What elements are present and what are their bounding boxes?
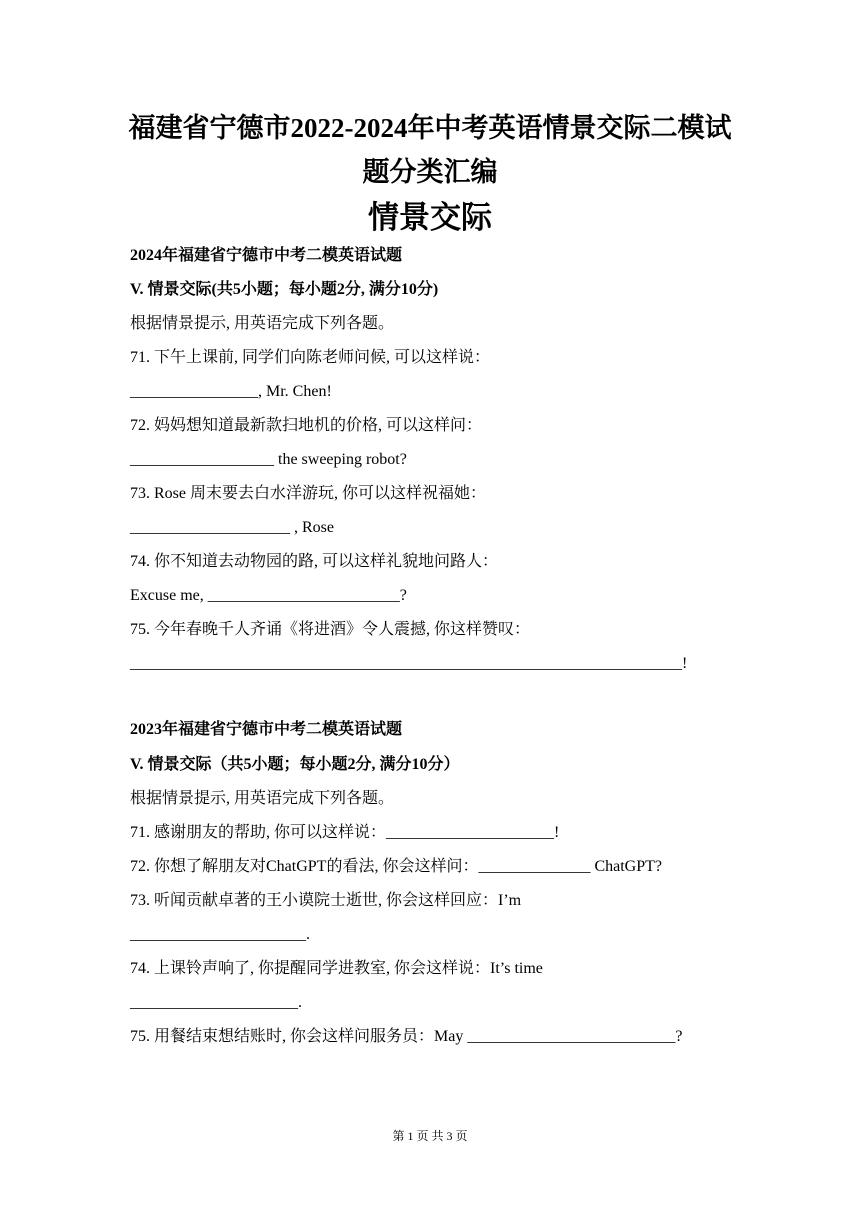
answer-line: ______________________. — [130, 926, 310, 943]
question-line: 72. 妈妈想知道最新款扫地机的价格, 可以这样问： — [130, 417, 483, 434]
answer-line: __________________ the sweeping robot? — [130, 451, 407, 468]
section-2023-part-title: V. 情景交际（共5小题；每小题2分, 满分10分） — [130, 756, 460, 773]
question-line: 74. 上课铃声响了, 你提醒同学进教室, 你会这样说：It’s time — [130, 960, 543, 977]
answer-line: ________________, Mr. Chen! — [130, 383, 332, 400]
section-2024-instruction: 根据情景提示, 用英语完成下列各题。 — [130, 315, 395, 332]
question-line: 71. 下午上课前, 同学们向陈老师问候, 可以这样说： — [130, 349, 491, 366]
question-line: 75. 今年春晚千人齐诵《将进酒》令人震撼, 你这样赞叹： — [130, 621, 531, 638]
answer-line: _____________________. — [130, 994, 302, 1011]
document-title-line-1: 福建省宁德市2022-2024年中考英语情景交际二模试 — [128, 113, 732, 143]
section-2023-title: 2023年福建省宁德市中考二模英语试题 — [130, 721, 403, 738]
question-line: 74. 你不知道去动物园的路, 可以这样礼貌地问路人： — [130, 553, 499, 570]
answer-line: _____________________________________________________________________! — [130, 655, 688, 672]
answer-line: Excuse me, ________________________? — [130, 587, 407, 604]
section-heading: 情景交际 — [368, 200, 492, 235]
question-line: 72. 你想了解朋友对ChatGPT的看法, 你会这样问：______________ ChatGPT? — [130, 858, 662, 875]
page-footer: 第 1 页 共 3 页 — [392, 1129, 468, 1143]
question-line: 75. 用餐结束想结账时, 你会这样问服务员：May __________________________? — [130, 1028, 683, 1045]
section-2024-part-title: V. 情景交际(共5小题；每小题2分, 满分10分) — [130, 281, 439, 298]
question-line: 71. 感谢朋友的帮助, 你可以这样说：_____________________! — [130, 824, 560, 841]
document-title-line-2: 题分类汇编 — [362, 157, 498, 187]
answer-line: ____________________ , Rose — [130, 519, 334, 536]
section-2024-title: 2024年福建省宁德市中考二模英语试题 — [130, 247, 403, 264]
section-2023-instruction: 根据情景提示, 用英语完成下列各题。 — [130, 790, 395, 807]
question-line: 73. Rose 周末要去白水洋游玩, 你可以这样祝福她： — [130, 485, 487, 502]
question-line: 73. 听闻贡献卓著的王小谟院士逝世, 你会这样回应：I’m — [130, 892, 522, 909]
